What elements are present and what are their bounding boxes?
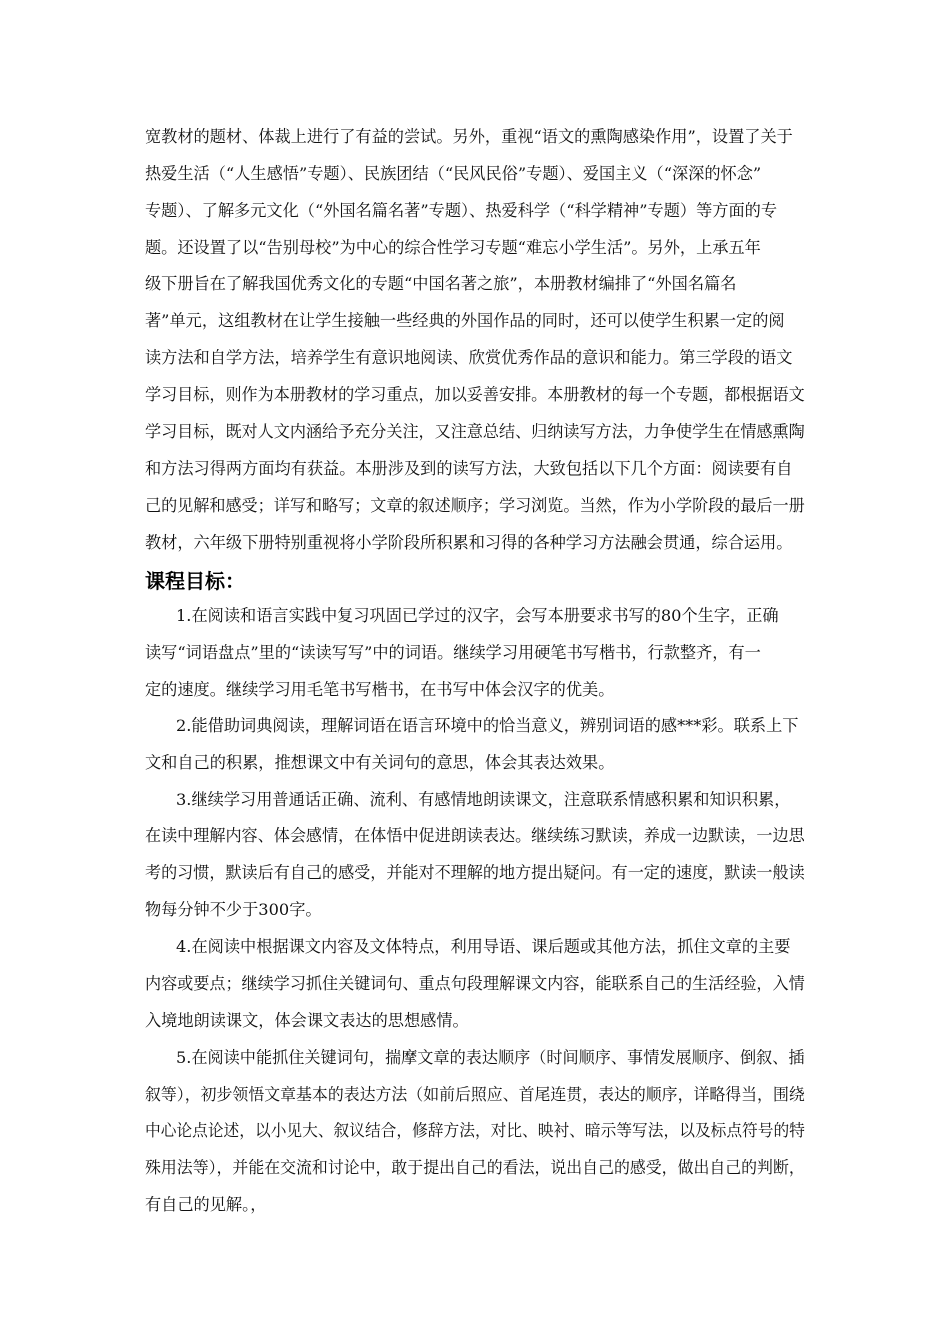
goal-1-line: 定的速度。继续学习用毛笔书写楷书，在书写中体会汉字的优美。 [145,680,615,699]
goal-2-line: 2.能借助词典阅读，理解词语在语言环境中的恰当意义，辨别词语的感***彩。联系上下 [176,716,799,735]
goal-5-line: 有自己的见解。， [145,1195,267,1214]
goal-4-line: 内容或要点；继续学习抓住关键词句、重点句段理解课文内容，能联系自己的生活经验，入情 [145,974,805,993]
goal-4-line: 4.在阅读中根据课文内容及文体特点，利用导语、课后题或其他方法，抓住文章的主要 [176,937,791,956]
goal-2-line: 文和自己的积累，推想课文中有关词句的意思，体会其表达效果。 [145,753,615,772]
intro-line: 级下册旨在了解我国优秀文化的专题“中国名著之旅”，本册教材编排了“外国名篇名 [145,274,737,293]
intro-line: 读方法和自学方法，培养学生有意识地阅读、欣赏优秀作品的意识和能力。第三学段的语文 [145,348,793,367]
intro-line: 题。还设置了以“告别母校”为中心的综合性学习专题“难忘小学生活”。另外，上承五年 [145,238,761,257]
intro-line: 热爱生活（“人生感悟”专题）、民族团结（“民风民俗”专题）、爱国主义（“深深的怀念” [145,164,762,183]
intro-line: 学习目标，既对人文内涵给予充分关注，又注意总结、归纳读写方法，力争使学生在情感熏陶 [145,422,805,441]
goal-1-line: 读写“词语盘点”里的“读读写写”中的词语。继续学习用硬笔书写楷书，行款整齐，有一 [145,643,761,662]
goal-5-line: 中心论点论述，以小见大、叙议结合，修辞方法，对比、映衬、暗示等写法，以及标点符号的特 [145,1121,805,1140]
goal-1-line: 1.在阅读和语言实践中复习巩固已学过的汉字，会写本册要求书写的80个生字，正确 [176,606,779,625]
goal-5-line: 殊用法等），并能在交流和讨论中，敢于提出自己的看法，说出自己的感受，做出自己的判断， [145,1158,805,1177]
intro-line: 学习目标，则作为本册教材的学习重点，加以妥善安排。本册教材的每一个专题，都根据语文 [145,385,805,404]
goal-3-line: 在读中理解内容、体会感情，在体悟中促进朗读表达。继续练习默读，养成一边默读，一边思 [145,826,805,845]
intro-line: 宽教材的题材、体裁上进行了有益的尝试。另外，重视“语文的熏陶感染作用”，设置了关于 [145,127,793,146]
intro-line: 著”单元，这组教材在让学生接触一些经典的外国作品的同时，还可以使学生积累一定的阅 [145,311,785,330]
intro-line: 己的见解和感受；详写和略写；文章的叙述顺序；学习浏览。当然，作为小学阶段的最后一册 [145,496,805,515]
goal-5-line: 叙等），初步领悟文章基本的表达方法（如前后照应、首尾连贯，表达的顺序，详略得当，围绕 [145,1085,805,1104]
goal-5-line: 5.在阅读中能抓住关键词句，揣摩文章的表达顺序（时间顺序、事情发展顺序、倒叙、插 [176,1048,805,1067]
goal-3-line: 3.继续学习用普通话正确、流利、有感情地朗读课文，注意联系情感积累和知识积累， [176,790,791,809]
goal-3-line: 考的习惯，默读后有自己的感受，并能对不理解的地方提出疑问。有一定的速度，默读一般读 [145,863,805,882]
goal-3-line: 物每分钟不少于300字。 [145,900,322,919]
intro-line: 和方法习得两方面均有获益。本册涉及到的读写方法，大致包括以下几个方面：阅读要有自 [145,459,793,478]
section-heading: 课程目标： [145,569,245,593]
goal-4-line: 入境地朗读课文，体会课文表达的思想感情。 [145,1011,469,1030]
intro-line: 专题）、了解多元文化（“外国名篇名著”专题）、热爱科学（“科学精神”专题）等方面的专 [145,201,778,220]
intro-line: 教材，六年级下册特别重视将小学阶段所积累和习得的各种学习方法融会贯通，综合运用。 [145,533,793,552]
